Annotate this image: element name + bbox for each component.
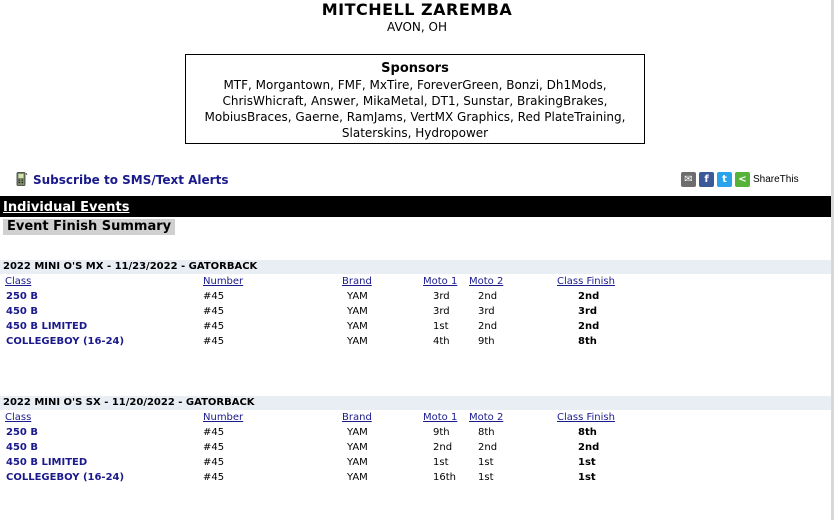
facebook-icon[interactable]: f — [699, 172, 714, 187]
table-row — [0, 304, 831, 319]
sponsors-title: Sponsors — [381, 61, 449, 76]
row-class[interactable]: 250 B — [6, 291, 38, 302]
row-finish: 8th — [578, 336, 597, 347]
col-moto2[interactable]: Moto 2 — [469, 276, 504, 287]
email-icon[interactable]: ✉ — [681, 172, 696, 187]
row-number: #45 — [203, 472, 225, 483]
rider-location: AVON, OH — [387, 20, 447, 34]
row-brand: YAM — [347, 321, 368, 332]
row-class[interactable]: 250 B — [6, 427, 38, 438]
row-brand: YAM — [347, 306, 368, 317]
row-moto1: 3rd — [433, 306, 450, 317]
phone-icon — [16, 172, 28, 186]
row-moto2: 3rd — [478, 306, 495, 317]
row-moto1: 9th — [433, 427, 450, 438]
row-brand: YAM — [347, 427, 368, 438]
table-row — [0, 425, 831, 440]
event-block — [0, 396, 831, 485]
sharethis-link[interactable]: ShareThis — [753, 174, 799, 185]
row-moto2: 8th — [478, 427, 495, 438]
row-moto2: 9th — [478, 336, 495, 347]
event-finish-summary-title: Event Finish Summary — [3, 219, 175, 235]
row-moto2: 1st — [478, 472, 494, 483]
row-finish: 1st — [578, 472, 596, 483]
rider-name: MITCHELL ZAREMBA — [321, 0, 513, 19]
row-brand: YAM — [347, 336, 368, 347]
row-brand: YAM — [347, 457, 368, 468]
row-class[interactable]: COLLEGEBOY (16-24) — [6, 336, 125, 347]
row-finish: 2nd — [578, 442, 600, 453]
row-brand: YAM — [347, 291, 368, 302]
table-row — [0, 440, 831, 455]
col-class-finish[interactable]: Class Finish — [557, 412, 615, 423]
row-moto1: 3rd — [433, 291, 450, 302]
table-row — [0, 470, 831, 485]
row-finish: 1st — [578, 457, 596, 468]
row-moto1: 1st — [433, 321, 449, 332]
row-moto1: 4th — [433, 336, 450, 347]
col-moto1[interactable]: Moto 1 — [423, 412, 458, 423]
row-number: #45 — [203, 306, 225, 317]
row-moto2: 2nd — [478, 442, 498, 453]
row-class[interactable]: 450 B — [6, 306, 38, 317]
row-class[interactable]: 450 B LIMITED — [6, 457, 88, 468]
table-row — [0, 455, 831, 470]
row-finish: 3rd — [578, 306, 598, 317]
row-finish: 2nd — [578, 291, 600, 302]
row-finish: 2nd — [578, 321, 600, 332]
row-brand: YAM — [347, 442, 368, 453]
col-class[interactable]: Class — [5, 276, 32, 287]
row-class[interactable]: 450 B LIMITED — [6, 321, 88, 332]
table-header — [0, 410, 831, 425]
row-class[interactable]: COLLEGEBOY (16-24) — [6, 472, 125, 483]
col-number[interactable]: Number — [203, 276, 244, 287]
row-number: #45 — [203, 442, 225, 453]
row-number: #45 — [203, 291, 225, 302]
row-number: #45 — [203, 336, 225, 347]
table-row — [0, 289, 831, 304]
sms-alerts-label: Subscribe to SMS/Text Alerts — [33, 173, 229, 187]
col-number[interactable]: Number — [203, 412, 244, 423]
sms-alerts-link[interactable] — [16, 172, 228, 187]
sharethis-icon[interactable]: < — [735, 172, 750, 187]
col-class[interactable]: Class — [5, 412, 32, 423]
sponsors-box — [185, 54, 645, 144]
row-number: #45 — [203, 427, 225, 438]
row-number: #45 — [203, 321, 225, 332]
individual-events-bar — [0, 196, 831, 217]
twitter-icon[interactable]: t — [717, 172, 732, 187]
table-row — [0, 334, 831, 349]
col-class-finish[interactable]: Class Finish — [557, 276, 615, 287]
row-moto1: 2nd — [433, 442, 453, 453]
col-moto2[interactable]: Moto 2 — [469, 412, 504, 423]
row-class[interactable]: 450 B — [6, 442, 38, 453]
individual-events-link[interactable]: Individual Events — [3, 200, 130, 215]
row-finish: 8th — [578, 427, 597, 438]
row-moto2: 2nd — [478, 291, 498, 302]
row-moto1: 1st — [433, 457, 449, 468]
col-brand[interactable]: Brand — [342, 412, 372, 423]
col-moto1[interactable]: Moto 1 — [423, 276, 458, 287]
event-block — [0, 260, 831, 349]
row-brand: YAM — [347, 472, 368, 483]
sponsors-list: MTF, Morgantown, FMF, MxTire, ForeverGreen, Bonzi, Dh1Mods, ChrisWhicraft, Answer, MikaMetal, DT1, Sunstar, BrakingBrakes, MobiusBraces, Gaerne, RamJams, VertMX Graphics, Red PlateTraining, Slaterskins, Hydropower — [204, 78, 626, 140]
row-moto2: 1st — [478, 457, 494, 468]
event-title: 2022 MINI O'S MX - 11/23/2022 - GATORBACK — [0, 260, 831, 274]
row-moto1: 16th — [433, 472, 456, 483]
table-row — [0, 319, 831, 334]
row-moto2: 2nd — [478, 321, 498, 332]
col-brand[interactable]: Brand — [342, 276, 372, 287]
share-bar — [681, 172, 799, 187]
table-header — [0, 274, 831, 289]
event-title: 2022 MINI O'S SX - 11/20/2022 - GATORBACK — [0, 396, 831, 410]
row-number: #45 — [203, 457, 225, 468]
